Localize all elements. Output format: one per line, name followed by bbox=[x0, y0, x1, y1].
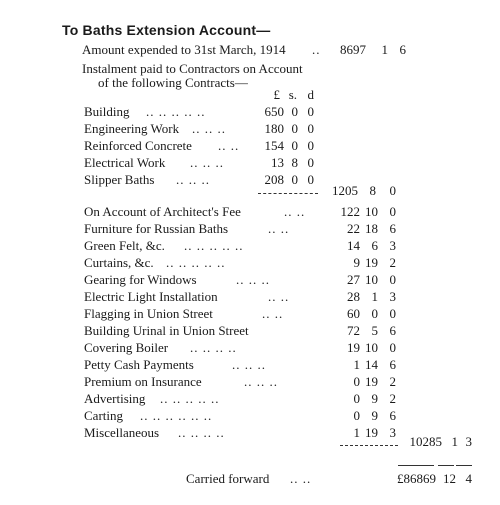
carried-forward-pence: 4 bbox=[465, 471, 472, 486]
item-pounds: 28 bbox=[347, 289, 360, 304]
item-dots: .. .. bbox=[268, 221, 290, 236]
item-label: Gearing for Windows bbox=[84, 272, 197, 287]
contracts-rule bbox=[258, 193, 318, 194]
item-label: Petty Cash Payments bbox=[84, 357, 194, 372]
contract-shillings: 0 bbox=[291, 138, 298, 153]
contract-dots: .. .. .. bbox=[192, 121, 226, 136]
item-label: Carting bbox=[84, 408, 123, 423]
expended-dots: .. bbox=[312, 42, 321, 57]
item-shillings: 10 bbox=[365, 204, 378, 219]
contract-shillings: 0 bbox=[291, 104, 298, 119]
item-pence: 0 bbox=[389, 204, 396, 219]
item-shillings: 6 bbox=[371, 238, 378, 253]
expended-shillings: 1 bbox=[381, 42, 388, 57]
item-label: Miscellaneous bbox=[84, 425, 160, 440]
carried-rule-shillings bbox=[438, 465, 454, 466]
item-label: Electric Light Installation bbox=[84, 289, 218, 304]
carried-rule-pounds bbox=[398, 465, 434, 466]
item-dots: .. .. bbox=[262, 306, 284, 321]
contract-label: Reinforced Concrete bbox=[84, 138, 192, 153]
item-shillings: 19 bbox=[365, 425, 378, 440]
header-shillings: s. bbox=[288, 87, 297, 102]
item-pounds: 19 bbox=[347, 340, 360, 355]
item-shillings: 9 bbox=[371, 391, 378, 406]
item-shillings: 1 bbox=[371, 289, 378, 304]
item-dots: .. .. .. bbox=[236, 272, 270, 287]
item-pounds: 14 bbox=[347, 238, 360, 253]
contract-pence: 0 bbox=[307, 104, 314, 119]
contract-shillings: 8 bbox=[291, 155, 298, 170]
contracts-total-pence: 0 bbox=[389, 183, 396, 198]
item-dots: .. .. .. bbox=[244, 374, 278, 389]
item-dots: .. .. .. bbox=[232, 357, 266, 372]
contract-shillings: 0 bbox=[291, 121, 298, 136]
expended-label: Amount expended to 31st March, 1914 bbox=[82, 42, 286, 57]
item-shillings: 19 bbox=[365, 255, 378, 270]
item-pence: 2 bbox=[389, 391, 396, 406]
item-dots: .. .. bbox=[284, 204, 306, 219]
item-pounds: 1 bbox=[353, 425, 360, 440]
item-dots: .. .. .. .. bbox=[178, 425, 225, 440]
item-shillings: 9 bbox=[371, 408, 378, 423]
contract-label: Engineering Work bbox=[84, 121, 180, 136]
contract-pence: 0 bbox=[307, 138, 314, 153]
item-pounds: 60 bbox=[347, 306, 360, 321]
item-pence: 6 bbox=[389, 323, 396, 338]
item-pence: 3 bbox=[389, 289, 396, 304]
item-pence: 6 bbox=[389, 221, 396, 236]
item-dots: .. .. .. .. .. bbox=[160, 391, 220, 406]
item-pounds: 0 bbox=[353, 391, 360, 406]
item-pence: 0 bbox=[389, 272, 396, 287]
item-shillings: 18 bbox=[365, 221, 378, 236]
contract-pence: 0 bbox=[307, 155, 314, 170]
item-dots: .. .. .. .. .. bbox=[166, 255, 226, 270]
item-shillings: 5 bbox=[371, 323, 378, 338]
contract-dots: .. .. .. bbox=[190, 155, 224, 170]
contract-dots: .. .. .. bbox=[176, 172, 210, 187]
item-dots: .. .. .. .. .. bbox=[184, 238, 244, 253]
carried-forward-label: Carried forward bbox=[186, 471, 270, 486]
item-label: Flagging in Union Street bbox=[84, 306, 213, 321]
item-pounds: 72 bbox=[347, 323, 360, 338]
item-label: On Account of Architect's Fee bbox=[84, 204, 241, 219]
subtotal-pounds: 10285 bbox=[409, 434, 442, 449]
contract-dots: .. .. .. .. .. bbox=[146, 104, 206, 119]
item-pounds: 22 bbox=[347, 221, 360, 236]
item-pence: 0 bbox=[389, 306, 396, 321]
contract-pounds: 13 bbox=[271, 155, 284, 170]
item-shillings: 19 bbox=[365, 374, 378, 389]
item-pounds: 122 bbox=[340, 204, 360, 219]
expended-pence: 6 bbox=[399, 42, 406, 57]
contract-shillings: 0 bbox=[291, 172, 298, 187]
item-pounds: 9 bbox=[353, 255, 360, 270]
item-shillings: 10 bbox=[365, 340, 378, 355]
carried-forward-pounds: £86869 bbox=[397, 471, 436, 486]
item-pounds: 27 bbox=[347, 272, 360, 287]
subtotal-pence: 3 bbox=[465, 434, 472, 449]
expended-pounds: 8697 bbox=[340, 42, 366, 57]
contracts-total-pounds: 1205 bbox=[332, 183, 358, 198]
header-pence: d bbox=[307, 87, 314, 102]
contract-pounds: 180 bbox=[264, 121, 284, 136]
item-label: Covering Boiler bbox=[84, 340, 169, 355]
item-label: Furniture for Russian Baths bbox=[84, 221, 229, 236]
account-title: To Baths Extension Account— bbox=[62, 22, 271, 38]
item-label: Advertising bbox=[84, 391, 146, 406]
item-pence: 2 bbox=[389, 255, 396, 270]
item-shillings: 10 bbox=[365, 272, 378, 287]
item-pence: 2 bbox=[389, 374, 396, 389]
subtotal-shillings: 1 bbox=[451, 434, 458, 449]
contract-dots: .. .. bbox=[218, 138, 240, 153]
contracts-total-shillings: 8 bbox=[369, 183, 376, 198]
item-label: Building Urinal in Union Street bbox=[84, 323, 249, 338]
contract-label: Building bbox=[84, 104, 130, 119]
item-pence: 6 bbox=[389, 408, 396, 423]
carried-forward-dots: .. .. bbox=[290, 471, 312, 486]
contract-pounds: 154 bbox=[264, 138, 284, 153]
item-label: Premium on Insurance bbox=[84, 374, 202, 389]
contract-label: Slipper Baths bbox=[84, 172, 155, 187]
item-dots: .. .. .. .. .. .. bbox=[140, 408, 213, 423]
contract-pounds: 650 bbox=[264, 104, 284, 119]
instalment-line-1: Instalment paid to Contractors on Account bbox=[82, 61, 303, 76]
item-pence: 6 bbox=[389, 357, 396, 372]
item-label: Curtains, &c. bbox=[84, 255, 154, 270]
carried-forward-shillings: 12 bbox=[443, 471, 456, 486]
item-pounds: 0 bbox=[353, 374, 360, 389]
instalment-line-2: of the following Contracts— bbox=[98, 75, 248, 90]
item-dots: .. .. .. .. bbox=[190, 340, 237, 355]
item-dots: .. .. bbox=[268, 289, 290, 304]
item-pence: 0 bbox=[389, 340, 396, 355]
contract-pence: 0 bbox=[307, 172, 314, 187]
item-pounds: 1 bbox=[353, 357, 360, 372]
carried-rule-pence bbox=[456, 465, 472, 466]
contract-pence: 0 bbox=[307, 121, 314, 136]
contract-pounds: 208 bbox=[264, 172, 284, 187]
header-pounds: £ bbox=[273, 87, 280, 102]
items-rule bbox=[340, 445, 398, 446]
item-shillings: 14 bbox=[365, 357, 378, 372]
item-label: Green Felt, &c. bbox=[84, 238, 165, 253]
contract-label: Electrical Work bbox=[84, 155, 166, 170]
item-shillings: 0 bbox=[371, 306, 378, 321]
item-pence: 3 bbox=[389, 425, 396, 440]
item-pounds: 0 bbox=[353, 408, 360, 423]
item-pence: 3 bbox=[389, 238, 396, 253]
